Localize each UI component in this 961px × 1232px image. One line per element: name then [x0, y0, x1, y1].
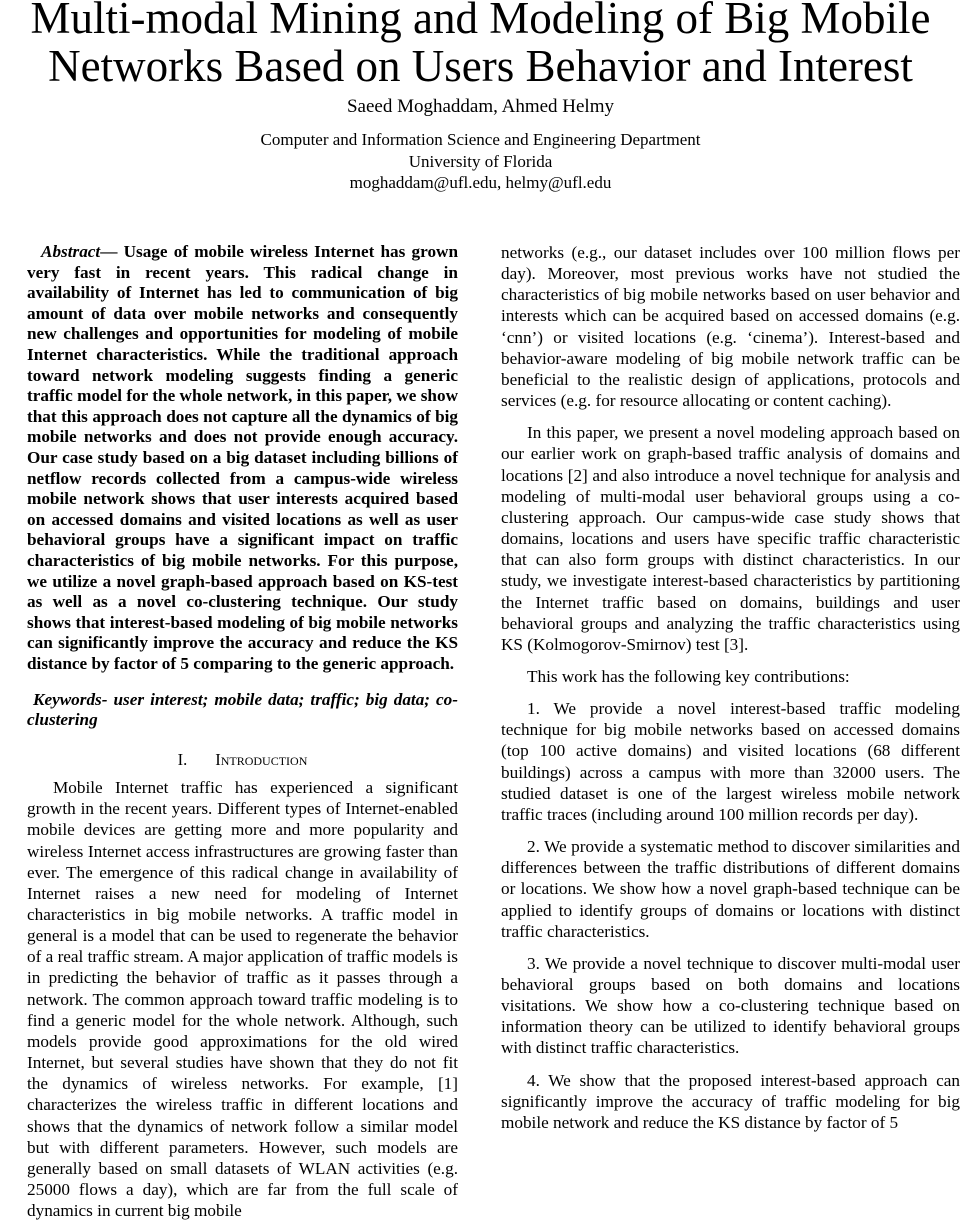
left-column — [27, 242, 458, 1232]
title-line-1: Multi-modal Mining and Modeling of Big Mobile — [30, 0, 931, 43]
abstract-label: Abstract — [41, 242, 101, 261]
section-title: Introduction — [215, 750, 308, 770]
paper-title — [0, 0, 961, 90]
department: Computer and Information Science and Engineering Department — [260, 130, 701, 149]
contributions-intro: This work has the following key contributions: — [527, 666, 850, 686]
university: University of Florida — [408, 151, 553, 171]
contribution-item: 2. We provide a systematic method to discover similarities and differences between the traffic distributions of different domains or locations. We show how a novel graph-based technique can be applied to identify groups of domains or locations with distinct traffic characteristics. — [501, 837, 960, 941]
abstract — [27, 242, 458, 674]
authors: Saeed Moghaddam, Ahmed Helmy — [346, 96, 614, 117]
contribution-item: 3. We provide a novel technique to discover multi-modal user behavioral groups based on both domains and locations visitations. We show how a co-clustering technique based on information theory can be utilized to identify behavioral groups with distinct traffic characteristics. — [501, 953, 960, 1058]
paragraph: In this paper, we present a novel modeling approach based on our earlier work on graph-based traffic analysis of domains and locations [2] and also introduce a novel technique for analysis and modeling of multi-modal user behavioral groups using a co-clustering approach. Our campus-wide case study shows that domains, locations and users have specific traffic characteristic that can also form groups with distinct characteristics. In our study, we investigate interest-based characteristics by partitioning the Internet traffic based on domains, buildings and user behavioral groups and analyzing the traffic characteristics using KS (Kolmogorov-Smirnov) test [3]. — [501, 423, 960, 654]
section-heading — [27, 750, 458, 771]
contribution-item: 4. We show that the proposed interest-based approach can significantly improve the accuracy of traffic modeling for big mobile network and reduce the KS distance by factor of 5 — [501, 1070, 960, 1132]
abstract-dash: — — [100, 242, 124, 261]
abstract-text: Usage of mobile wireless Internet has grown very fast in recent years. This radical change in availability of Internet has led to communication of big amount of data over mobile networks and consequently new challenges and opportunities for modeling of mobile Internet characteristics. While the traditional approach toward network modeling suggests finding a generic traffic model for the whole network, in this paper, we show that this approach does not capture all the dynamics of big mobile networks and does not provide enough accuracy. Our case study based on a big dataset including billions of netflow records collected from a campus-wide wireless mobile network shows that user interests acquired based on accessed domains and visited locations as well as user behavioral groups have a significant impact on traffic characteristics of big mobile networks. For this purpose, we utilize a novel graph-based approach based on KS-test as well as a novel co-clustering technique. Our study shows that interest-based modeling of big mobile networks can significantly improve the accuracy and reduce the KS distance by factor of 5 comparing to the generic approach. — [27, 242, 459, 673]
section-number: I. — [177, 750, 188, 770]
right-column — [501, 242, 960, 1144]
title-line-2: Networks Based on Users Behavior and Interest — [48, 41, 913, 91]
keywords: Keywords- user interest; mobile data; traffic; big data; co-clustering — [27, 690, 458, 730]
contribution-item: 1. We provide a novel interest-based traffic modeling technique for big mobile networks based on accessed domains (top 100 active domains) and visited locations (68 different buildings) across a campus with more than 32000 users. The studied dataset is one of the largest wireless mobile network traffic traces (including around 100 million records per day). — [501, 699, 960, 824]
intro-paragraph-continued: networks (e.g., our dataset includes over 100 million flows per day). Moreover, most previous works have not studied the characteristics of big mobile networks based on user behavior and interests which can be acquired based on accessed domains (e.g. ‘cnn’) or visited locations (e.g. ‘cinema’). Interest-based and behavior-aware modeling of big mobile network traffic can be beneficial to the realistic design of applications, protocols and services (e.g. for resource allocating or content caching). — [501, 243, 960, 411]
emails: moghaddam@ufl.edu, helmy@ufl.edu — [349, 173, 612, 192]
intro-paragraph: Mobile Internet traffic has experienced a significant growth in the recent years. Different types of Internet-enabled mobile devices are getting more and more popularity and wireless Internet access infrastructures are growing faster than ever. The emergence of this radical change in availability of Internet raises a new need for modeling of Internet characteristics in big mobile networks. A traffic model in general is a model that can be used to regenerate the behavior of a real traffic stream. A major application of traffic models is in predicting the behavior of traffic as it passes through a network. The common approach toward traffic modeling is to find a generic model for the whole network. Although, such models provide good approximations for the old wired Internet, but several studies have shown that they do not fit the dynamics of wireless networks. For example, [1] characterizes the wireless traffic in different locations and shows that the dynamics of network follow a similar model but with different parameters. However, such models are generally based on small datasets of WLAN activities (e.g. 25000 flows a day), which are far from the full scale of dynamics in current big mobile — [27, 778, 458, 1221]
affiliation — [0, 129, 961, 194]
